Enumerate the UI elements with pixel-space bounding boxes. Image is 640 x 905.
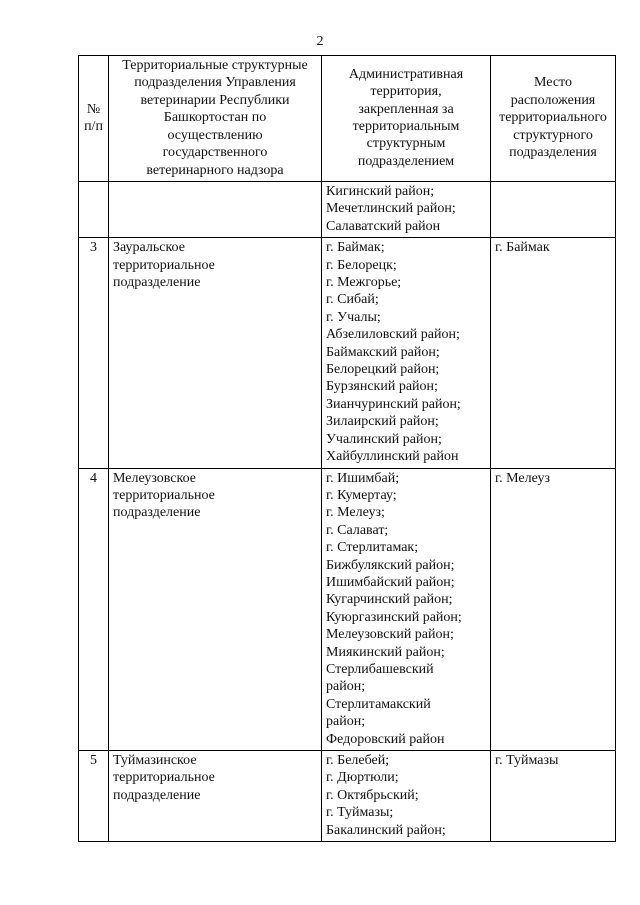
cell-unit xyxy=(109,238,322,468)
cell-line: подразделение xyxy=(113,787,201,803)
cell-unit xyxy=(109,182,322,238)
table-row xyxy=(79,468,616,751)
cell-line: территория, xyxy=(370,84,442,100)
cell-line: Салаватский район xyxy=(326,218,441,234)
cell-line: Стерлитамакский xyxy=(326,696,431,712)
cell-line: г. Туймазы; xyxy=(326,805,394,821)
cell-line: Куюргазинский район; xyxy=(326,609,462,625)
cell-line: Мелеузовское xyxy=(113,470,196,486)
cell-line: территориального xyxy=(499,110,607,126)
cell-number: 3 xyxy=(79,238,109,468)
cell-line: Мечетлинский район; xyxy=(326,201,456,217)
cell-territories xyxy=(322,751,491,842)
cell-line: территориальное xyxy=(113,770,215,786)
cell-line: Зауральское xyxy=(113,240,185,256)
cell-line: г. Межгорье; xyxy=(326,275,402,291)
cell-line: Учалинский район; xyxy=(326,431,442,447)
cell-line: п/п xyxy=(84,119,103,134)
cell-line: г. Мелеуз; xyxy=(326,505,385,521)
cell-line: территориальное xyxy=(113,257,215,273)
cell-line: г. Учалы; xyxy=(326,309,381,325)
cell-location xyxy=(491,182,616,238)
cell-line: Административная xyxy=(348,66,464,82)
cell-line: Туймазинское xyxy=(113,753,197,768)
cell-line: Баймакский район; xyxy=(326,344,440,360)
cell-line: г. Кумертау; xyxy=(326,487,397,503)
cell-unit xyxy=(109,751,322,842)
cell-line: Миякинский район; xyxy=(326,644,445,660)
cell-line: Место xyxy=(534,75,572,91)
cell-line: Ишимбайский район; xyxy=(326,574,455,590)
cell-line: Федоровский район xyxy=(326,731,445,747)
cell-line: структурным xyxy=(366,136,446,152)
cell-line: г. Стерлитамак; xyxy=(326,540,419,556)
cell-unit xyxy=(109,468,322,751)
cell-line: расположения xyxy=(510,92,596,108)
cell-line: подразделение xyxy=(113,275,201,291)
territorial-units-table xyxy=(78,55,616,842)
cell-line: район; xyxy=(326,679,366,695)
cell-line: структурного xyxy=(513,127,593,143)
cell-line: подразделения Управления xyxy=(134,75,296,91)
cell-line: Бижбулякский район; xyxy=(326,557,455,573)
cell-line: ветеринарного надзора xyxy=(146,162,284,178)
header-unit xyxy=(109,56,322,182)
cell-line: Территориальные структурные xyxy=(122,58,308,74)
cell-line: г. Белорецк; xyxy=(326,257,397,273)
table-row xyxy=(79,751,616,842)
cell-line: подразделения xyxy=(509,145,597,161)
cell-line: Кигинский район; xyxy=(326,184,435,199)
cell-line: г. Дюртюли; xyxy=(326,770,399,786)
cell-number: 4 xyxy=(79,468,109,751)
cell-line: Мелеузовский район; xyxy=(326,627,454,643)
cell-number: 5 xyxy=(79,751,109,842)
cell-line: Бурзянский район; xyxy=(326,379,438,395)
cell-line: государственного xyxy=(162,145,268,161)
cell-line: Белорецкий район; xyxy=(326,362,440,378)
cell-number xyxy=(79,182,109,238)
cell-location: г. Баймак xyxy=(491,238,616,468)
cell-line: Бакалинский район; xyxy=(326,822,446,838)
cell-line: г. Сибай; xyxy=(326,292,379,308)
cell-location: г. Туймазы xyxy=(491,751,616,842)
cell-line: № xyxy=(86,101,101,117)
cell-territories xyxy=(322,238,491,468)
cell-line: Хайбуллинский район xyxy=(326,449,459,465)
cell-line: г. Баймак; xyxy=(326,240,385,256)
cell-line: территориальное xyxy=(113,487,215,503)
cell-line: Зианчуринский район; xyxy=(326,396,461,412)
cell-territories xyxy=(322,468,491,751)
cell-line: осуществлению xyxy=(167,127,263,143)
cell-line: г. Салават; xyxy=(326,522,389,538)
header-location xyxy=(491,56,616,182)
table-row xyxy=(79,238,616,468)
table-row-continuation xyxy=(79,182,616,238)
cell-line: Кугарчинский район; xyxy=(326,592,453,608)
cell-line: район; xyxy=(326,714,366,730)
table-header-row xyxy=(79,56,616,182)
cell-line: г. Октябрьский; xyxy=(326,787,419,803)
cell-line: г. Ишимбай; xyxy=(326,470,400,486)
cell-line: ветеринарии Республики xyxy=(140,92,290,108)
header-territory xyxy=(322,56,491,182)
cell-line: территориальным xyxy=(352,119,460,134)
cell-line: подразделение xyxy=(113,505,201,521)
cell-line: Абзелиловский район; xyxy=(326,327,460,343)
cell-line: Зилаирский район; xyxy=(326,414,439,430)
cell-territories xyxy=(322,182,491,238)
page-number: 2 xyxy=(316,34,324,49)
cell-line: Башкортостан по xyxy=(163,110,267,126)
cell-line: Стерлибашевский xyxy=(326,661,434,677)
cell-location: г. Мелеуз xyxy=(491,468,616,751)
cell-line: закрепленная за xyxy=(358,101,454,117)
header-number xyxy=(79,56,109,182)
cell-line: г. Белебей; xyxy=(326,753,390,768)
cell-line: подразделением xyxy=(357,153,455,169)
